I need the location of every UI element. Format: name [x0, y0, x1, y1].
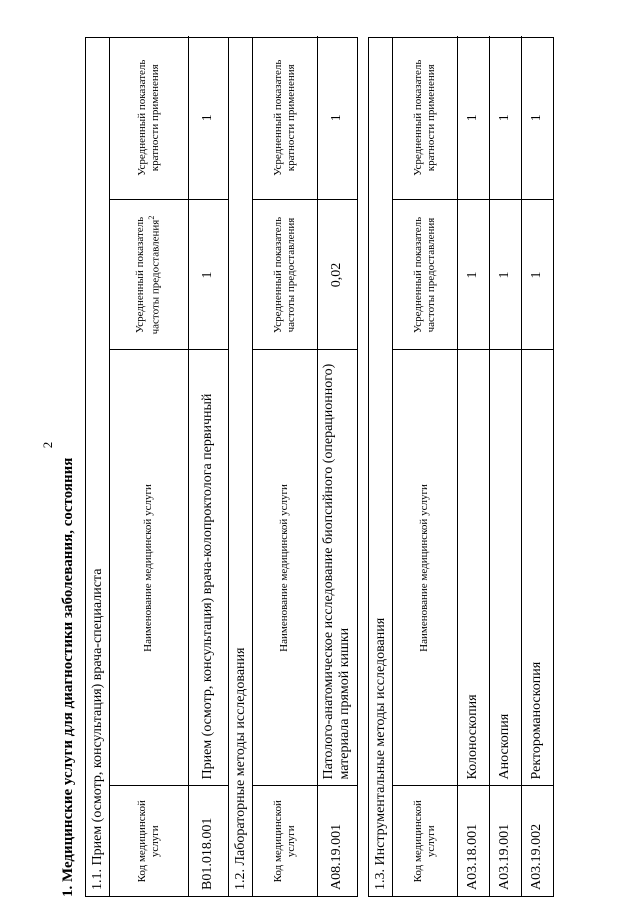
services-table: [110, 36, 228, 896]
services-table: [253, 36, 357, 896]
section-title: 1.3. Инструментальные методы исследования: [369, 38, 393, 896]
service-name: Ректороманоскопия: [521, 350, 553, 786]
header-code: Код медицинской услуги: [253, 786, 317, 896]
section-title: 1.2. Лабораторные методы исследования: [229, 38, 253, 896]
table-header-row: [253, 36, 317, 896]
section-1-3-table-block: [368, 37, 554, 897]
footnote-mark: 2: [147, 215, 157, 220]
table-header-row: [393, 36, 457, 896]
table-header-row: [110, 36, 188, 896]
service-multiplicity: 1: [521, 36, 553, 200]
header-frequency-text: Усредненный показатель частоты предоставления: [134, 216, 163, 335]
header-name: Наименование медицинской услуги: [110, 350, 188, 786]
header-name: Наименование медицинской услуги: [253, 350, 317, 786]
service-multiplicity: 1: [457, 36, 489, 200]
services-table: [393, 36, 553, 896]
service-frequency: 1: [521, 200, 553, 350]
service-code: A03.19.001: [489, 786, 521, 896]
service-multiplicity: 1: [489, 36, 521, 200]
service-multiplicity: 1: [188, 36, 228, 200]
service-code: A08.19.001: [317, 786, 357, 896]
header-multiplicity: Усредненный показатель кратности применения: [110, 36, 188, 200]
service-name: Колоноскопия: [457, 350, 489, 786]
section-title: 1.1. Прием (осмотр, консультация) врача-специалиста: [86, 38, 110, 896]
table-row: [521, 36, 553, 896]
section-1-1-table-block: [85, 37, 229, 897]
service-name: Аноскопия: [489, 350, 521, 786]
header-name: Наименование медицинской услуги: [393, 350, 457, 786]
table-row: [188, 36, 228, 896]
service-multiplicity: 1: [317, 36, 357, 200]
header-code: Код медицинской услуги: [110, 786, 188, 896]
service-code: A03.18.001: [457, 786, 489, 896]
table-row: [317, 36, 357, 896]
service-frequency: 1: [489, 200, 521, 350]
service-frequency: 1: [188, 200, 228, 350]
service-name: Патолого-анатомическое исследование биопсийного (операционного) материала прямой кишки: [317, 350, 357, 786]
service-name: Прием (осмотр, консультация) врача-колопроктолога первичный: [188, 350, 228, 786]
header-multiplicity: Усредненный показатель кратности применения: [393, 36, 457, 200]
section-1-2-table-block: [228, 37, 358, 897]
section-heading: 1. Медицинские услуги для диагностики заболевания, состояния: [60, 457, 76, 897]
header-frequency: [110, 200, 188, 350]
header-frequency: Усредненный показатель частоты предоставления: [393, 200, 457, 350]
table-row: [457, 36, 489, 896]
page-number: 2: [40, 441, 55, 449]
header-multiplicity: Усредненный показатель кратности применения: [253, 36, 317, 200]
service-frequency: 0,02: [317, 200, 357, 350]
service-code: A03.19.002: [521, 786, 553, 896]
service-frequency: 1: [457, 200, 489, 350]
header-frequency: Усредненный показатель частоты предоставления: [253, 200, 317, 350]
table-row: [489, 36, 521, 896]
service-code: B01.018.001: [188, 786, 228, 896]
header-code: Код медицинской услуги: [393, 786, 457, 896]
